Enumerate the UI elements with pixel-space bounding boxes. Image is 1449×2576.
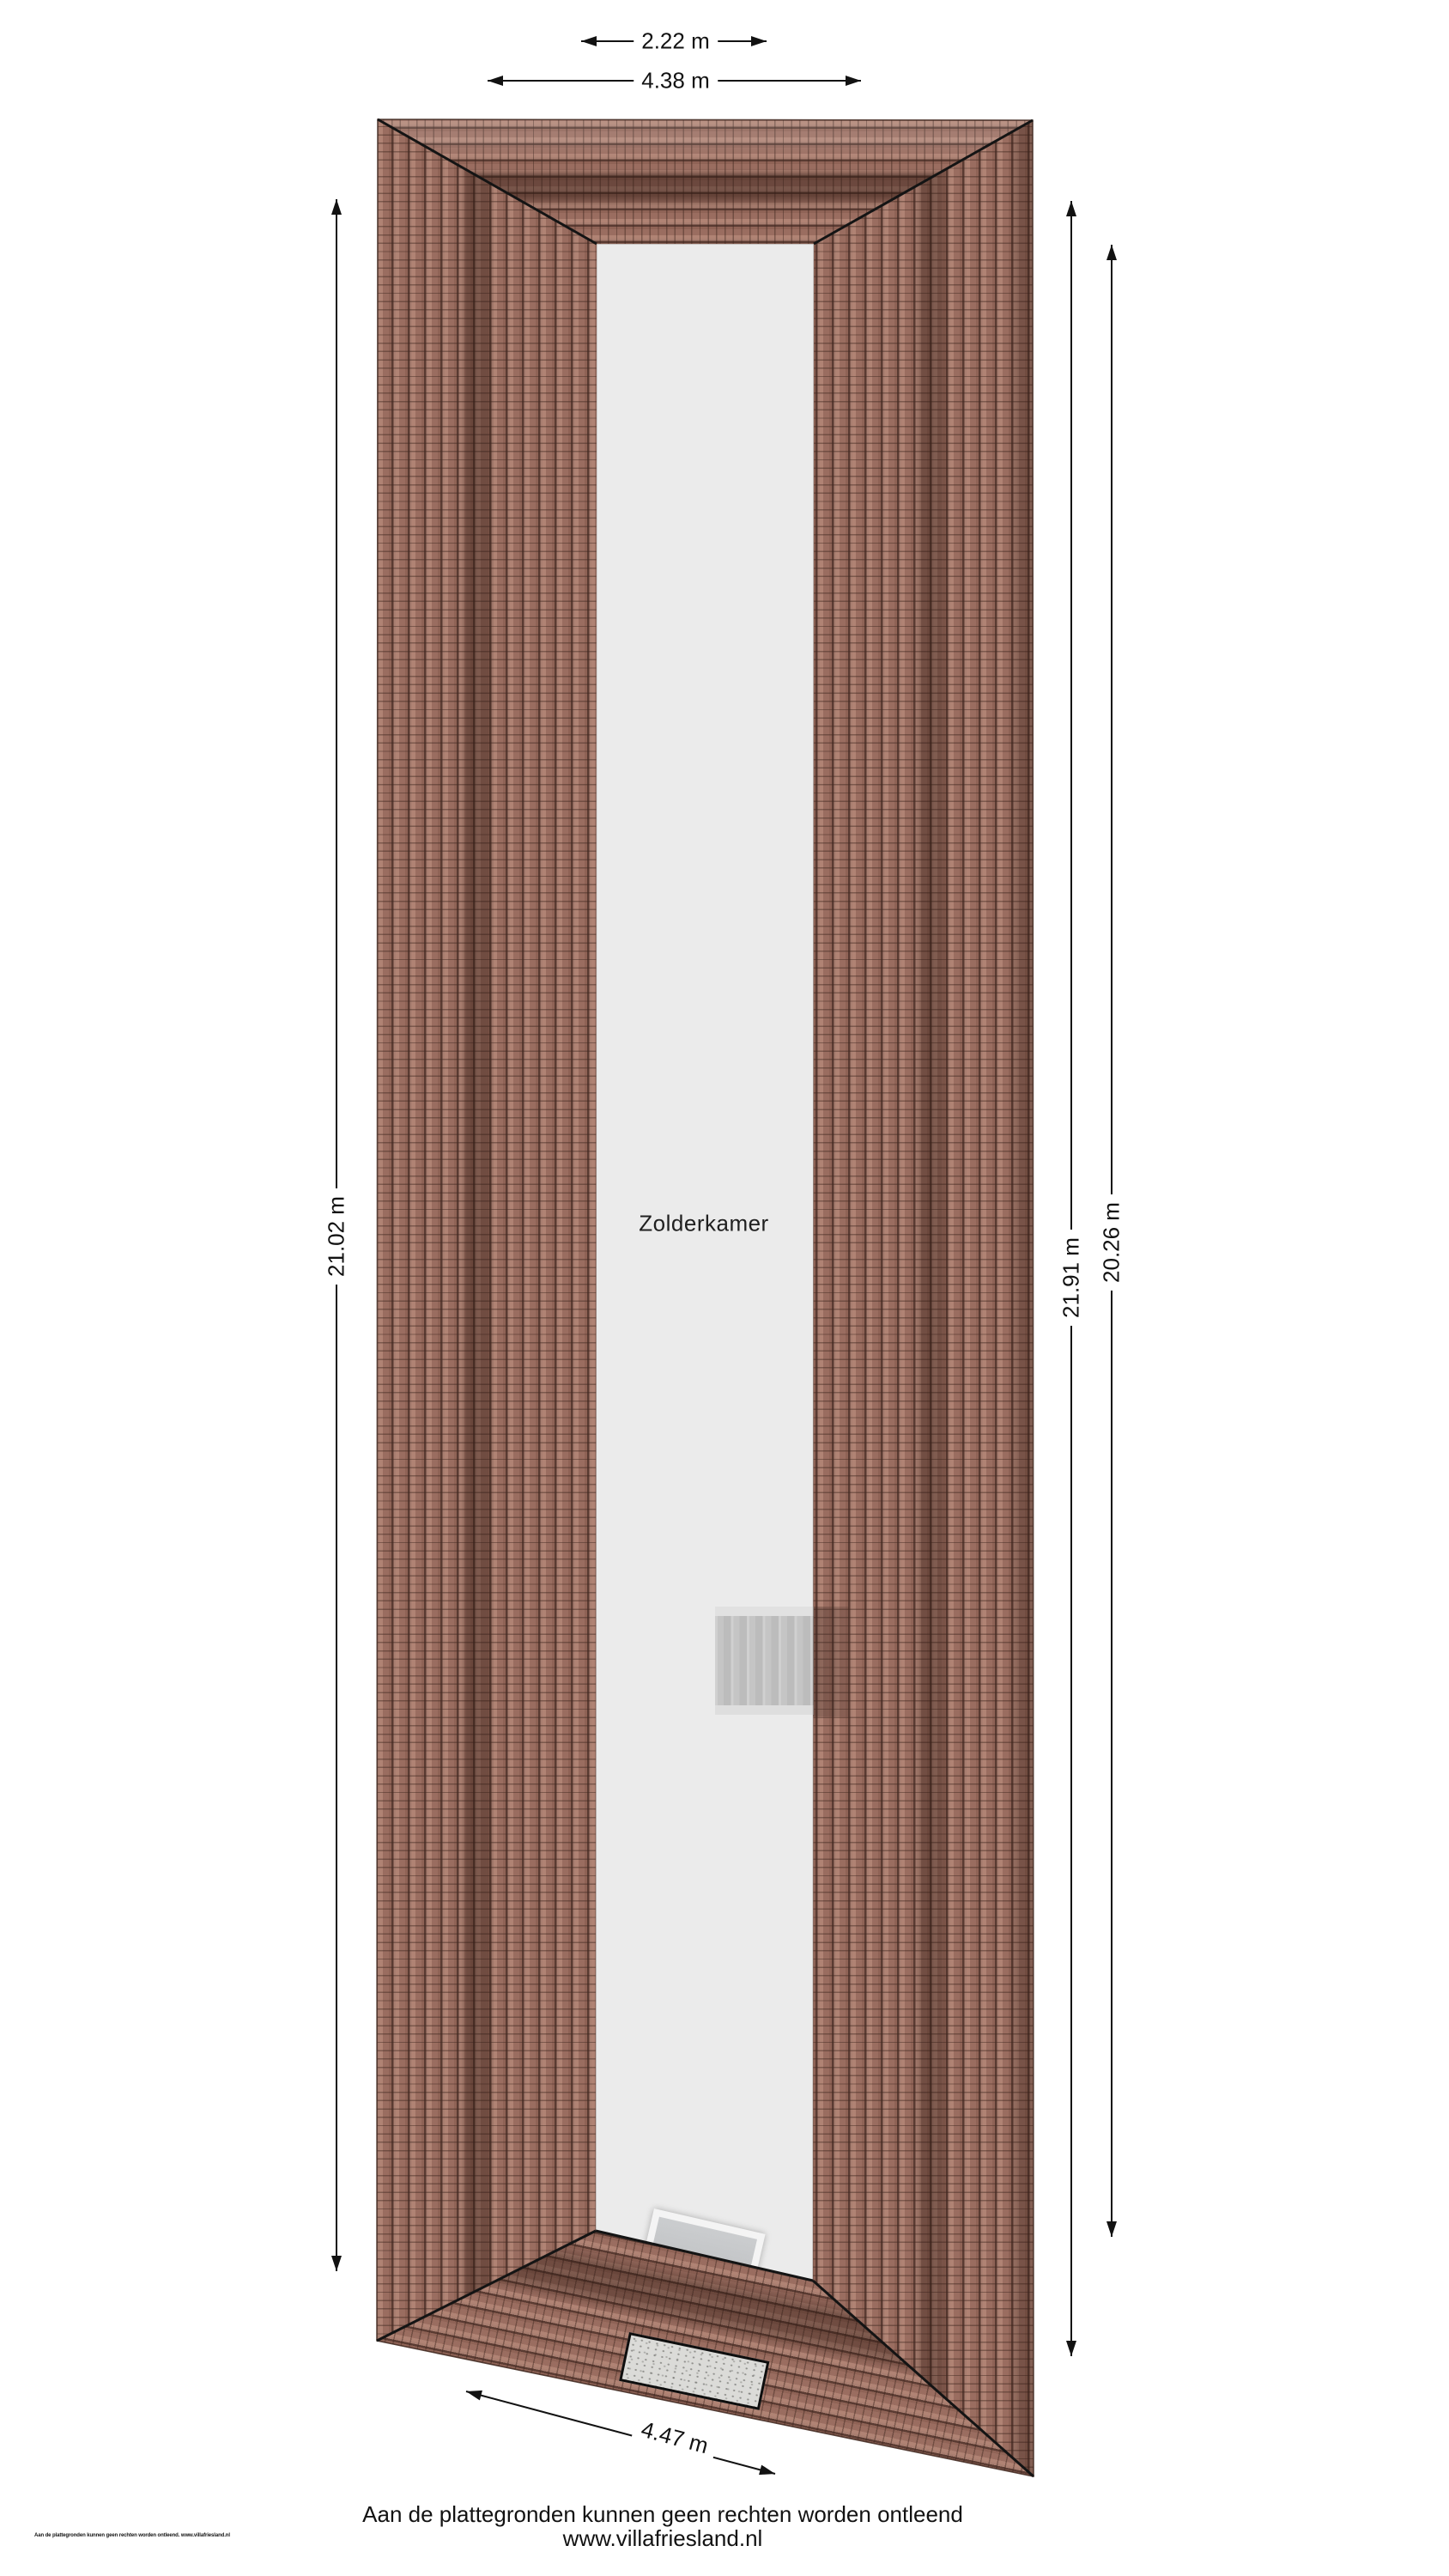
room-label: Zolderkamer [639,1210,769,1236]
footer-website: www.villafriesland.nl [562,2525,763,2551]
fine-print: Aan de plattegronden kunnen geen rechten worden ontleend. www.villafriesland.nl [34,2533,230,2538]
footer [362,2502,963,2550]
dimension-lines [336,41,1112,2474]
dimension-label-right-inner: 21.91 m [1058,1230,1085,1326]
hip-lines [377,119,1034,2476]
dim-line-bottom [466,2391,775,2474]
dimension-label-left: 21.02 m [324,1188,350,1285]
dimension-label-right-outer: 20.26 m [1099,1194,1125,1291]
dimension-label-bottom: 4.47 m [631,2414,718,2461]
roof-outline [377,119,1034,2476]
dimension-label-top-outer: 4.38 m [634,68,718,94]
floor-outline [596,244,814,2281]
dimension-label-top-inner: 2.22 m [634,28,718,55]
footer-disclaimer: Aan de plattegronden kunnen geen rechten worden ontleend [362,2501,963,2527]
